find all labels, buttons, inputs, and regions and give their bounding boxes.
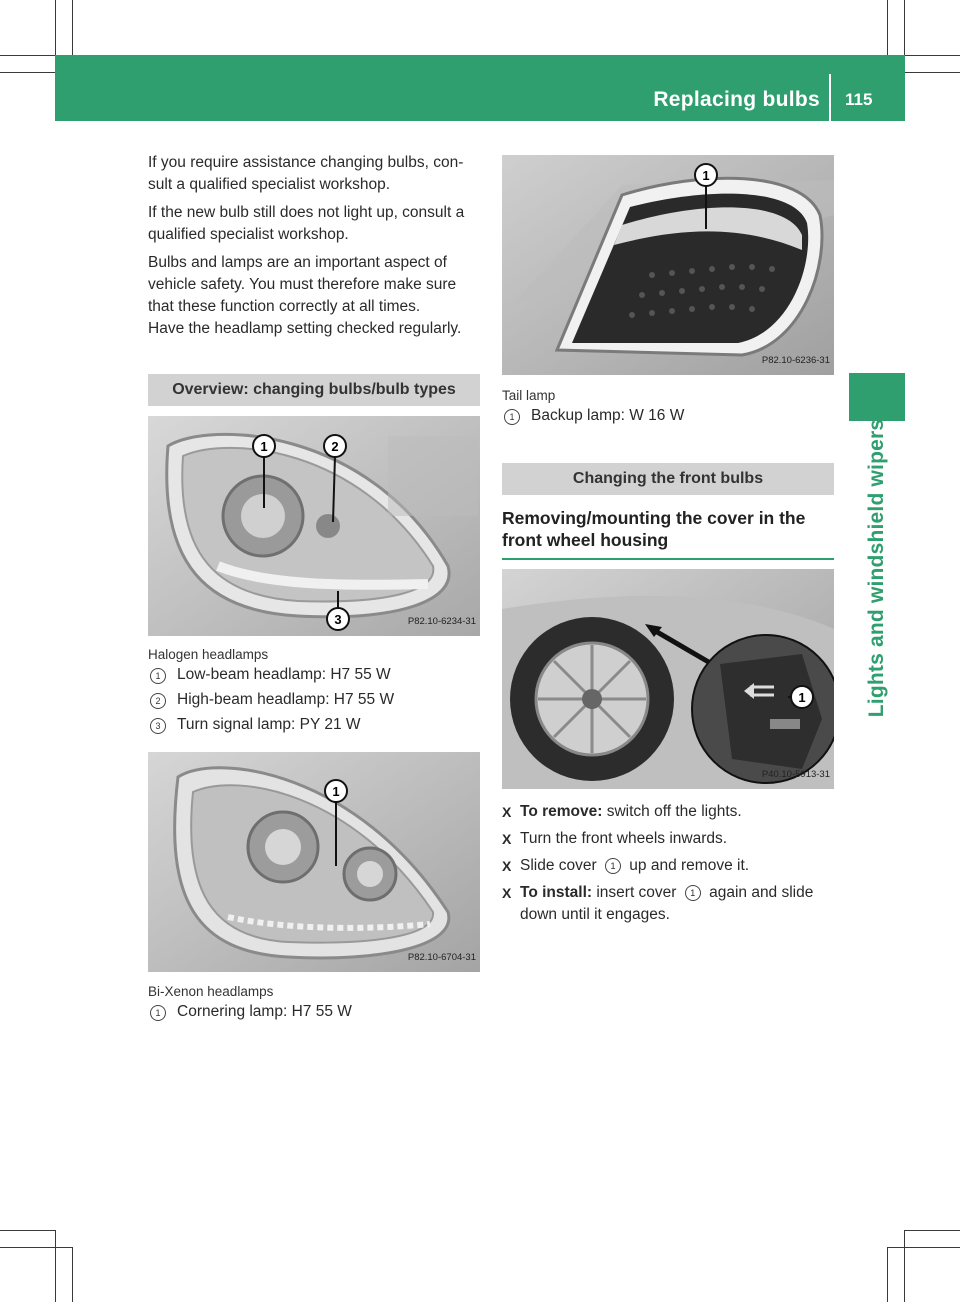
step-text: Slide cover 1 up and remove it. [520, 857, 750, 874]
figure-caption: Tail lamp [502, 388, 556, 403]
subheading-rule [502, 558, 834, 560]
number-marker: 2 [150, 693, 166, 709]
number-marker: 1 [605, 858, 621, 874]
front-wheel-housing-image [502, 569, 834, 789]
figure-code: P82.10-6234-31 [407, 616, 476, 627]
instruction-step [502, 828, 834, 850]
figure-code: P40.10-5913-31 [761, 769, 830, 780]
crop-mark [72, 1247, 73, 1302]
tail-lamp-image [502, 155, 834, 375]
svg-text:1: 1 [332, 784, 340, 799]
crop-mark [0, 72, 55, 73]
number-marker: 1 [150, 668, 166, 684]
crop-mark [55, 1230, 56, 1302]
crop-mark [0, 1247, 72, 1248]
section-heading: Changing the front bulbs [502, 463, 834, 495]
list-item [148, 664, 480, 686]
figure-caption: Halogen headlamps [148, 647, 269, 662]
step-text: To remove: switch off the lights. [520, 803, 742, 820]
svg-text:1: 1 [260, 439, 268, 454]
page-title: Replacing bulbs [653, 88, 820, 111]
crop-mark [905, 72, 960, 73]
svg-text:1: 1 [798, 690, 806, 705]
instruction-step [502, 801, 834, 823]
number-marker: 1 [150, 1005, 166, 1021]
subheading: Removing/mounting the cover in the front wheel housing [502, 508, 806, 550]
step-marker-icon: X [502, 885, 512, 901]
figure-code: P82.10-6704-31 [407, 952, 476, 963]
crop-mark [888, 1247, 960, 1248]
svg-text:3: 3 [334, 612, 342, 627]
callout-1 [253, 435, 275, 457]
step-marker-icon: X [502, 804, 512, 820]
svg-text:2: 2 [331, 439, 339, 454]
callout-1 [791, 686, 813, 708]
number-marker: 3 [150, 718, 166, 734]
side-tab-label: Lights and windshield wipers [865, 418, 888, 718]
figure-caption: Bi-Xenon headlamps [148, 984, 274, 999]
side-tab-block [849, 373, 905, 421]
instruction-list [502, 801, 834, 926]
paragraph: Have the headlamp setting checked regularly. [148, 320, 462, 337]
list-item [148, 689, 480, 711]
list-item-text: Low-beam headlamp: H7 55 W [177, 666, 391, 683]
list-item [502, 405, 834, 427]
number-marker: 1 [504, 409, 520, 425]
bixenon-headlamp-figure [148, 752, 480, 972]
svg-text:1: 1 [702, 168, 710, 183]
number-marker: 1 [685, 885, 701, 901]
halogen-headlamp-image [148, 416, 480, 636]
crop-mark [887, 1247, 888, 1302]
list-item-text: High-beam headlamp: H7 55 W [177, 691, 395, 708]
paragraph: If you require assistance changing bulbs, con-sult a qualified specialist workshop. [148, 154, 464, 193]
instruction-step [502, 882, 834, 926]
crop-mark [905, 1230, 960, 1231]
crop-mark [72, 0, 73, 55]
paragraph: Bulbs and lamps are an important aspect of vehicle safety. You must therefore make sure that these function correctly at all times. [148, 254, 457, 315]
step-text: To install: insert cover 1 again and slide down until it engages. [520, 884, 814, 923]
left-column [148, 152, 480, 1023]
list-item-text: Backup lamp: W 16 W [531, 407, 685, 424]
front-wheel-housing-figure [502, 569, 834, 789]
tail-lamp-figure [502, 155, 834, 375]
figure-code: P82.10-6236-31 [761, 355, 830, 366]
list-item-text: Turn signal lamp: PY 21 W [177, 716, 361, 733]
list-item [148, 714, 480, 736]
crop-mark [887, 0, 888, 55]
callout-1 [325, 780, 347, 802]
page-number: 115 [845, 90, 873, 109]
callout-1 [695, 164, 717, 186]
section-heading: Overview: changing bulbs/bulb types [148, 374, 480, 406]
step-marker-icon: X [502, 858, 512, 874]
crop-mark [904, 1230, 905, 1302]
step-text: Turn the front wheels inwards. [520, 830, 728, 847]
instruction-step [502, 855, 834, 877]
halogen-headlamp-figure [148, 416, 480, 636]
crop-mark [0, 1230, 55, 1231]
bixenon-headlamp-image [148, 752, 480, 972]
paragraph: If the new bulb still does not light up, consult a qualified specialist workshop. [148, 204, 465, 243]
header-divider [829, 74, 831, 121]
callout-3 [327, 608, 349, 630]
list-item-text: Cornering lamp: H7 55 W [177, 1003, 352, 1020]
list-item [148, 1001, 480, 1023]
step-marker-icon: X [502, 831, 512, 847]
right-column [502, 155, 834, 931]
callout-2 [324, 435, 346, 457]
